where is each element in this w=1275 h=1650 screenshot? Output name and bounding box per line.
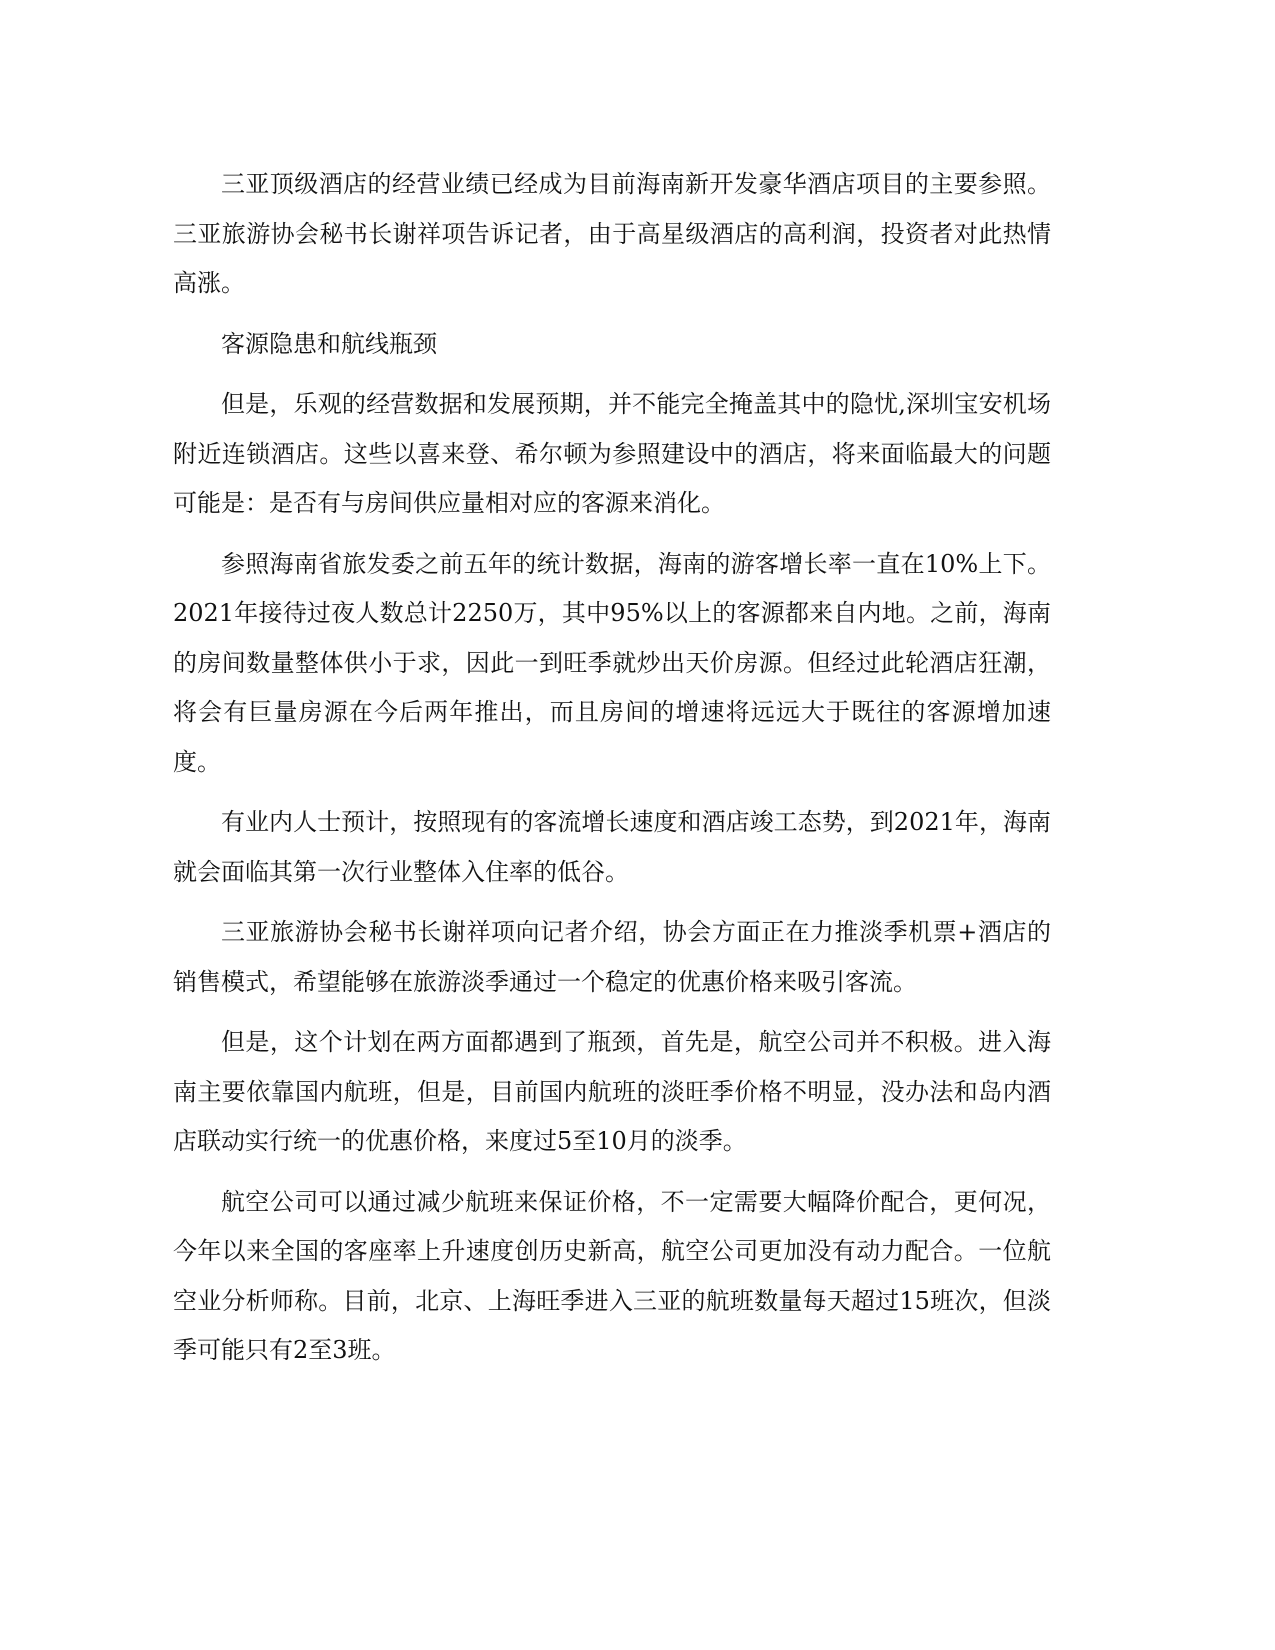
paragraph-hidden-worries: 但是，乐观的经营数据和发展预期，并不能完全掩盖其中的隐忧,深圳宝安机场附近连锁酒店。这些以喜来登、希尔顿为参照建设中的酒店，将来面临最大的问题可能是：是否有与房间供应量相对应的客源来消化。 <box>173 390 1051 517</box>
paragraph-bottleneck: 但是，这个计划在两方面都遇到了瓶颈，首先是，航空公司并不积极。进入海南主要依靠国内航班，但是，目前国内航班的淡旺季价格不明显，没办法和岛内酒店联动实行统一的优惠价格，来度过5至10月的淡季。 <box>173 1028 1051 1155</box>
paragraph-sales-model: 三亚旅游协会秘书长谢祥项向记者介绍，协会方面正在力推淡季机票+酒店的销售模式，希望能够在旅游淡季通过一个稳定的优惠价格来吸引客流。 <box>173 918 1051 996</box>
paragraph-airlines: 航空公司可以通过减少航班来保证价格，不一定需要大幅降价配合，更何况，今年以来全国的客座率上升速度创历史新高，航空公司更加没有动力配合。一位航空业分析师称。目前，北京、上海旺季进入三亚的航班数量每天超过15班次，但淡季可能只有2至3班。 <box>173 1187 1051 1364</box>
document-body <box>173 160 1051 1387</box>
paragraph-forecast: 有业内人士预计，按照现有的客流增长速度和酒店竣工态势，到2021年，海南就会面临其第一次行业整体入住率的低谷。 <box>173 808 1051 886</box>
section-heading: 客源隐患和航线瓶颈 <box>221 329 437 358</box>
paragraph-hotel-performance: 三亚顶级酒店的经营业绩已经成为目前海南新开发豪华酒店项目的主要参照。三亚旅游协会秘书长谢祥项告诉记者，由于高星级酒店的高利润，投资者对此热情高涨。 <box>173 170 1051 297</box>
paragraph-statistics: 参照海南省旅发委之前五年的统计数据，海南的游客增长率一直在10%上下。2021年接待过夜人数总计2250万，其中95%以上的客源都来自内地。之前，海南的房间数量整体供小于求，因此一到旺季就炒出天价房源。但经过此轮酒店狂潮，将会有巨量房源在今后两年推出，而且房间的增速将远远大于既往的客源增加速度。 <box>173 549 1051 776</box>
